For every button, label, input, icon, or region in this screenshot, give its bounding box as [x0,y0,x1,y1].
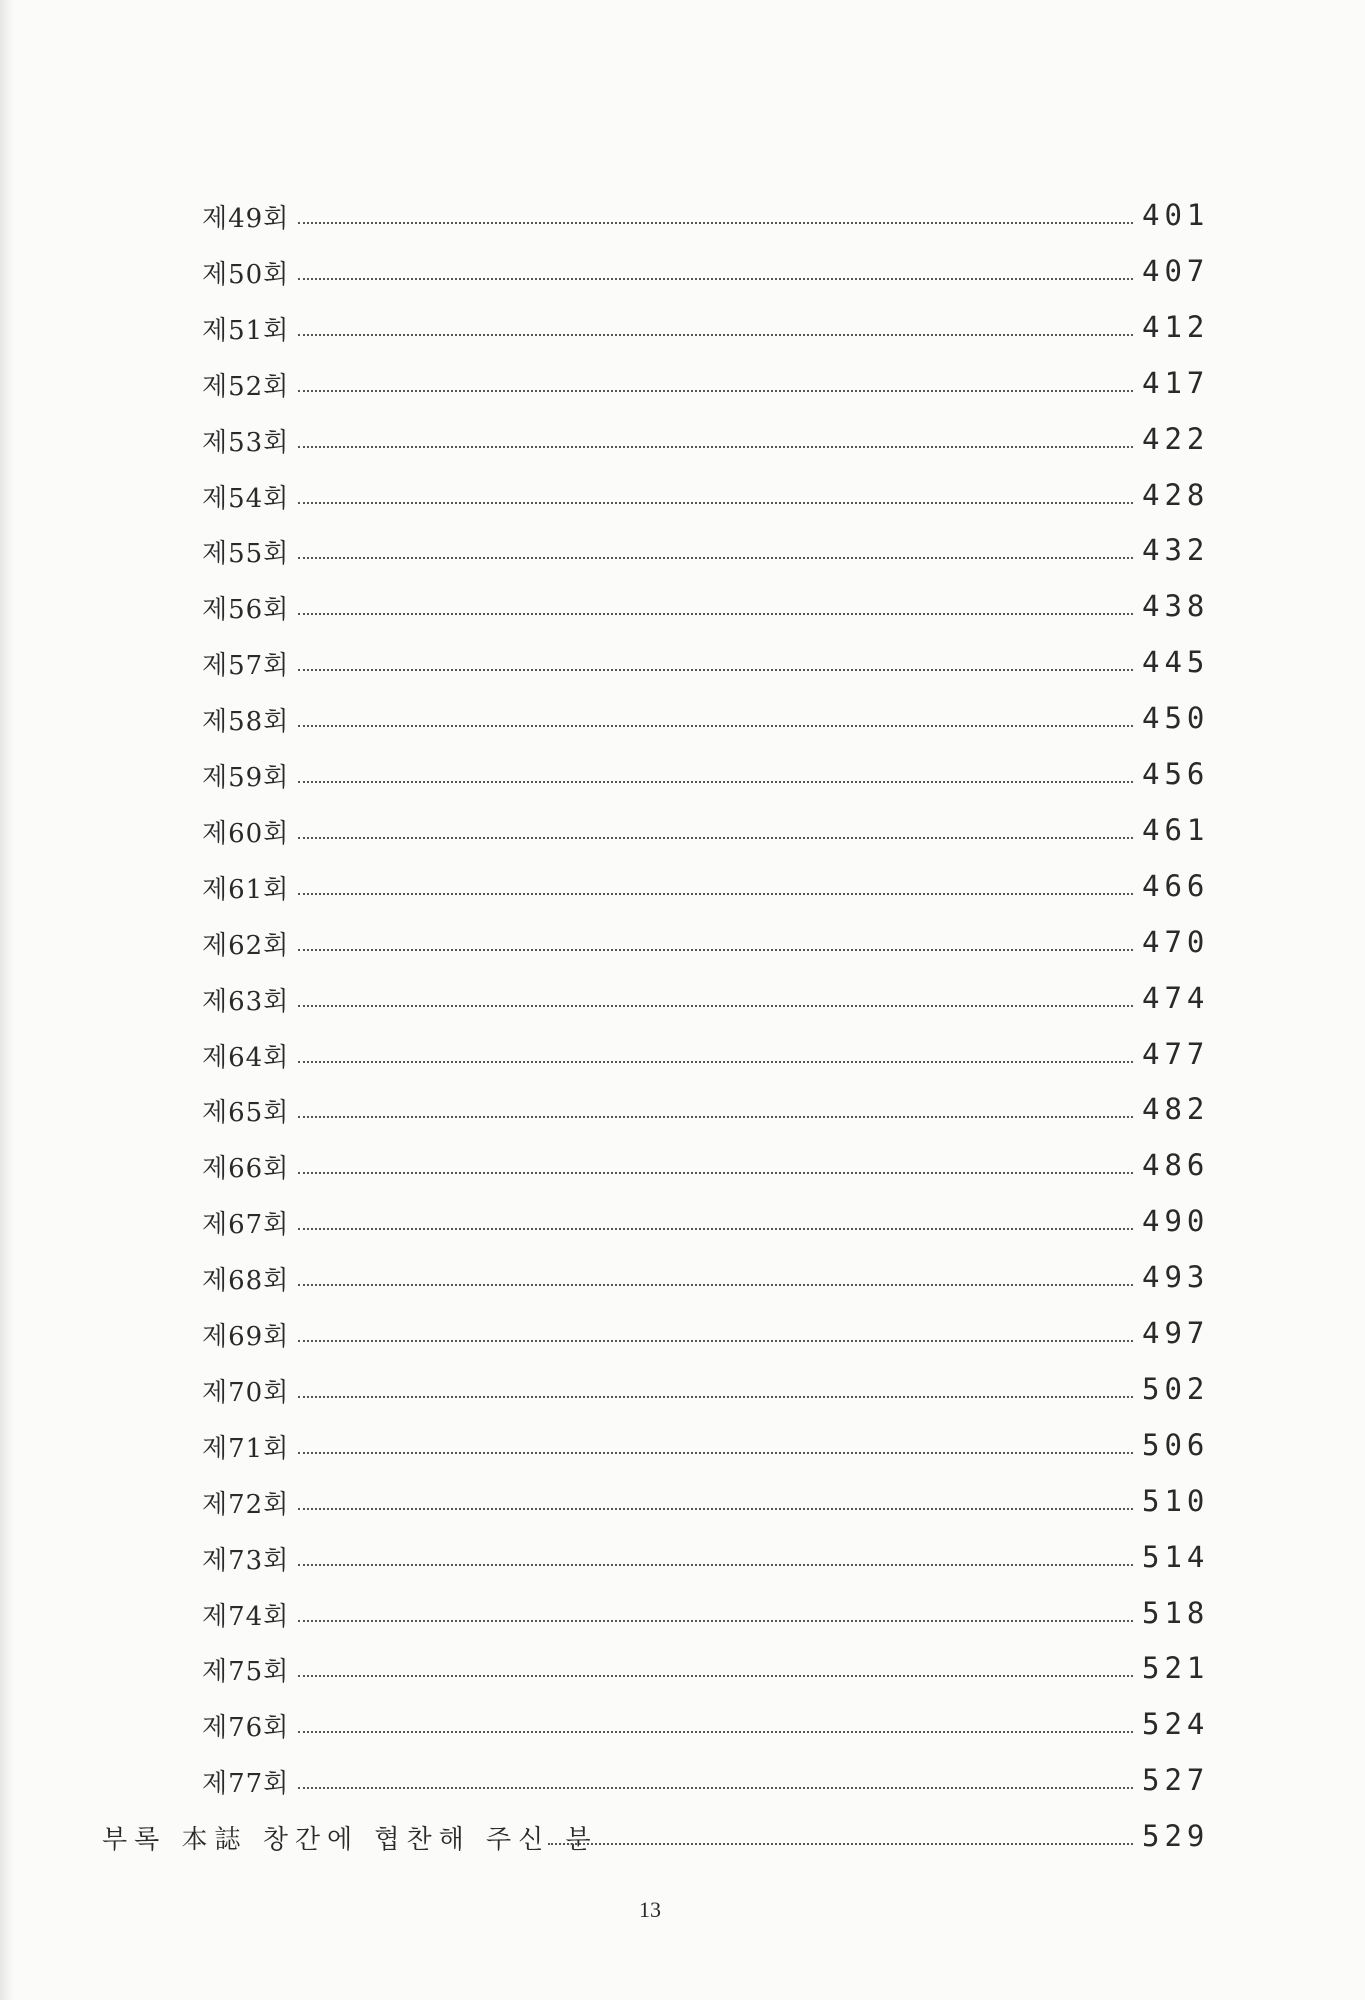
toc-entry-title: 제58회 [202,707,290,738]
toc-appendix-entry [0,1817,1365,1861]
toc-dot-leader [298,1005,1133,1007]
toc-dot-leader [298,893,1133,895]
toc-dot-leader [298,557,1133,559]
toc-entry-page: 450 [1142,701,1210,736]
toc-entry-title: 제54회 [202,483,290,514]
toc-entry [0,1538,1365,1582]
toc-entry-page: 506 [1142,1427,1210,1462]
toc-entry-page: 417 [1142,365,1210,400]
toc-entry [0,1035,1365,1079]
toc-entry-title: 제71회 [202,1433,290,1464]
toc-entry-page: 521 [1142,1651,1210,1686]
toc-entry-page: 432 [1142,533,1210,568]
toc-dot-leader [298,1564,1133,1566]
toc-entry-title: 제77회 [202,1769,290,1800]
toc-entry-page: 466 [1142,868,1210,903]
toc-dot-leader [298,837,1133,839]
toc-entry-page: 428 [1142,477,1210,512]
toc-dot-leader [298,949,1133,951]
toc-entry-page: 412 [1142,309,1210,344]
toc-entry-page: 497 [1142,1316,1210,1350]
toc-entry-title: 부록 本誌 창간에 협찬해 주신 분 [102,1825,598,1856]
toc-dot-leader [298,390,1133,392]
toc-entry-title: 제50회 [202,259,290,290]
toc-entry [0,1761,1365,1805]
toc-entry [0,1202,1365,1246]
toc-entry-page: 486 [1142,1148,1210,1183]
toc-entry [0,643,1365,687]
toc-entry [0,420,1365,464]
toc-entry-page: 456 [1142,757,1210,791]
toc-entry [0,308,1365,352]
toc-entry [0,979,1365,1023]
toc-entry-page: 474 [1142,980,1210,1015]
toc-entry-page: 493 [1142,1260,1210,1295]
toc-entry-page: 445 [1142,645,1210,680]
toc-dot-leader [298,1284,1133,1286]
toc-entry-page: 518 [1142,1595,1210,1630]
toc-entry-title: 제55회 [202,539,290,570]
toc-entry-title: 제64회 [202,1042,290,1073]
toc-entry [0,699,1365,743]
toc-entry-page: 524 [1142,1707,1210,1742]
toc-entry-title: 제52회 [202,371,290,402]
toc-entry-page: 527 [1142,1763,1210,1798]
toc-dot-leader [298,1396,1133,1398]
toc-entry [0,1090,1365,1134]
toc-entry-title: 제59회 [202,763,290,793]
toc-entry [0,923,1365,967]
toc-dot-leader [298,725,1133,727]
toc-dot-leader [298,1731,1133,1733]
toc-entry-title: 제60회 [202,818,290,849]
toc-dot-leader [298,1508,1133,1510]
toc-entry-title: 제51회 [202,315,290,346]
page-number: 13 [639,1897,661,1922]
toc-entry [0,1705,1365,1749]
toc-entry-title: 제70회 [202,1377,290,1408]
toc-entry-page: 438 [1142,589,1210,624]
toc-entry [0,1426,1365,1470]
toc-entry-title: 제65회 [202,1098,290,1129]
toc-dot-leader [298,446,1133,448]
toc-entry [0,587,1365,631]
toc-entry-title: 제53회 [202,427,290,458]
toc-entry-page: 510 [1142,1483,1210,1518]
toc-entry-title: 제74회 [202,1601,290,1632]
toc-entry [0,1649,1365,1693]
toc-dot-leader [298,1061,1133,1063]
toc-dot-leader [298,1620,1133,1622]
toc-entry-page: 470 [1142,924,1210,959]
toc-entry-title: 제49회 [202,204,290,234]
toc-entry-title: 제56회 [202,595,290,626]
toc-entry-title: 제57회 [202,651,290,682]
toc-entry-page: 477 [1142,1036,1210,1071]
toc-entry-title: 제68회 [202,1266,290,1297]
toc-entry-title: 제73회 [202,1545,290,1576]
toc-entry [0,1314,1365,1358]
toc-entry [0,1258,1365,1302]
toc-entry [0,1594,1365,1638]
toc-dot-leader [298,1675,1133,1677]
toc-dot-leader [298,222,1133,224]
toc-dot-leader [298,278,1133,280]
toc-entry [0,476,1365,520]
toc-dot-leader [298,1116,1133,1118]
toc-entry-page: 529 [1142,1819,1210,1854]
toc-dot-leader [298,502,1133,504]
toc-entry [0,364,1365,408]
toc-dot-leader [298,781,1133,783]
toc-entry-title: 제66회 [202,1154,290,1185]
toc-entry [0,1146,1365,1190]
toc-dot-leader [298,1228,1133,1230]
toc-dot-leader [298,669,1133,671]
toc-entry-title: 제75회 [202,1657,290,1688]
toc-dot-leader [298,1787,1133,1789]
toc-entry-title: 제67회 [202,1210,290,1241]
toc-dot-leader [298,1172,1133,1174]
toc-dot-leader [298,334,1133,336]
toc-dot-leader [298,613,1133,615]
toc-entry [0,867,1365,911]
toc-entry-title: 제61회 [202,874,290,905]
toc-entry [0,196,1365,240]
toc-entry-page: 407 [1142,253,1210,288]
toc-entry-page: 490 [1142,1204,1210,1239]
toc-entry-page: 482 [1142,1092,1210,1127]
toc-entry-title: 제72회 [202,1489,290,1520]
toc-entry-page: 401 [1142,198,1210,232]
toc-entry [0,252,1365,296]
toc-entry-title: 제62회 [202,930,290,961]
toc-entry-page: 514 [1142,1539,1210,1574]
toc-entry-title: 제69회 [202,1322,290,1352]
toc-dot-leader [298,1452,1133,1454]
toc-entry [0,1482,1365,1526]
toc-entry [0,1370,1365,1414]
toc-entry-title: 제76회 [202,1713,290,1744]
toc-dot-leader [298,1340,1133,1342]
toc-entry [0,811,1365,855]
toc-entry-page: 502 [1142,1371,1210,1406]
toc-entry-page: 461 [1142,812,1210,847]
toc-entry-page: 422 [1142,421,1210,456]
toc-dot-leader [548,1843,1133,1845]
toc-entry [0,755,1365,799]
toc-entry-title: 제63회 [202,986,290,1017]
toc-entry [0,531,1365,575]
